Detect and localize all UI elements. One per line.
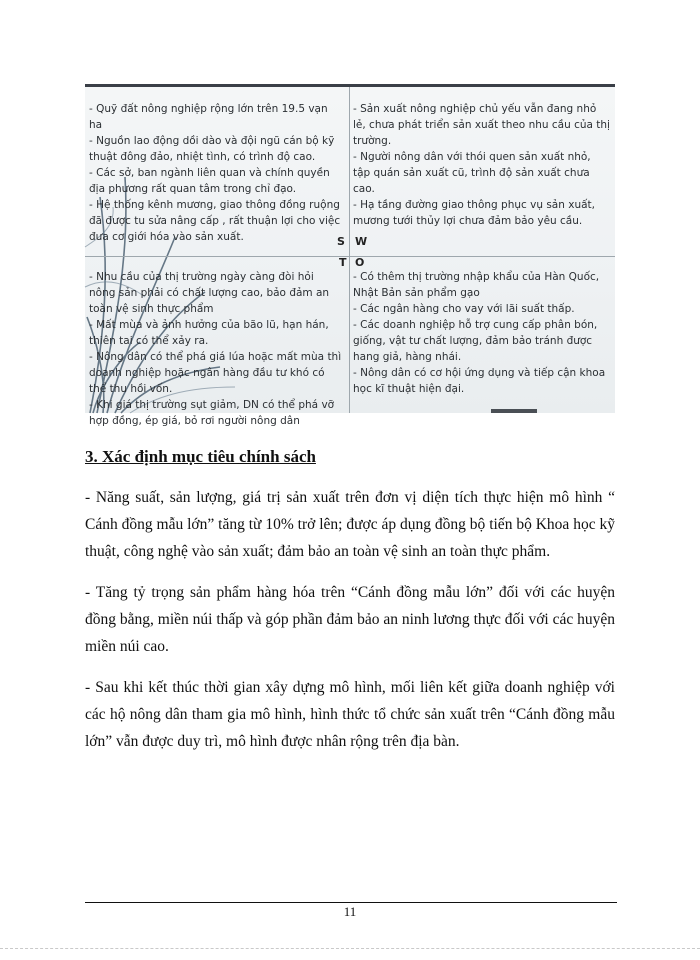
threat-item: - Nông dân có thể phá giá lúa hoặc mất mùa thì doanh nghiệp hoặc ngân hàng đầu tư khó có thể thu hồi vốn. <box>89 351 342 395</box>
section-heading: 3. Xác định mục tiêu chính sách <box>85 447 316 466</box>
threat-item: - Khi giá thị trường sụt giảm, DN có thể phá vỡ hợp đồng, ép giá, bỏ rơi người nông dân <box>89 399 335 427</box>
threat-item: - Mất mùa và ảnh hưởng của bão lũ, hạn hán, thiên tai có thể xảy ra. <box>89 319 329 347</box>
page-number: 11 <box>343 904 357 919</box>
opportunity-item: - Có thêm thị trường nhập khẩu của Hàn Quốc, Nhật Bản sản phẩm gạo <box>353 271 600 299</box>
threats-quadrant <box>89 269 343 429</box>
page-edge <box>0 948 700 949</box>
threat-item: - Nhu cầu của thị trường ngày càng đòi hỏi nông sản phải có chất lượng cao, bảo đảm an toàn vệ sinh thực phẩm <box>89 271 330 315</box>
swot-matrix <box>85 84 615 427</box>
opportunities-label: O <box>355 256 365 269</box>
vertical-divider <box>349 87 350 413</box>
opportunity-item: - Các ngân hàng cho vay với lãi suất thấp. <box>353 303 575 315</box>
weakness-item: - Sản xuất nông nghiệp chủ yếu vẫn đang nhỏ lẻ, chưa phát triển sản xuất theo nhu cầu của thị trường. <box>353 103 610 147</box>
opportunities-quadrant <box>353 269 611 397</box>
strength-item: - Hệ thống kênh mương, giao thông đồng ruộng đã được tu sửa nâng cấp , rất thuận lợi cho việc đưa cơ giới hóa vào sản xuất. <box>89 199 341 243</box>
dark-bar-decoration <box>491 409 537 413</box>
paragraph: - Tăng tỷ trọng sản phẩm hàng hóa trên “Cánh đồng mẫu lớn” đối với các huyện đồng bằng, miền núi thấp và góp phần đảm bảo an ninh lương thực đối với các huyện miền núi cao. <box>85 584 615 655</box>
horizontal-divider <box>85 256 615 257</box>
weakness-item: - Hạ tầng đường giao thông phục vụ sản xuất, mương tưới thủy lợi chưa đảm bảo yêu cầu. <box>353 199 595 227</box>
weaknesses-quadrant <box>353 101 611 229</box>
footer-rule <box>85 902 617 903</box>
strength-item: - Các sở, ban ngành liên quan và chính quyền địa phương rất quan tâm trong chỉ đạo. <box>89 167 330 195</box>
opportunity-item: - Nông dân có cơ hội ứng dụng và tiếp cận khoa học kĩ thuật hiện đại. <box>353 367 606 395</box>
strengths-label: S <box>337 235 345 248</box>
paragraph: - Sau khi kết thúc thời gian xây dựng mô hình, mối liên kết giữa doanh nghiệp với các hộ nông dân tham gia mô hình, hình thức tổ chức sản xuất trên “Cánh đồng mẫu lớn” vẫn được duy trì, mô hình được nhân rộng trên địa bàn. <box>85 679 615 750</box>
strength-item: - Nguồn lao động dồi dào và đội ngũ cán bộ kỹ thuật đông đảo, nhiệt tình, có trình độ cao. <box>89 135 335 163</box>
strength-item: - Quỹ đất nông nghiệp rộng lớn trên 19.5 vạn ha <box>89 103 328 131</box>
opportunity-item: - Các doanh nghiệp hỗ trợ cung cấp phân bón, giống, vật tư chất lượng, đảm bảo tránh được hang giả, hàng nhái. <box>353 319 598 363</box>
section-body <box>85 484 615 769</box>
threats-label: T <box>339 256 347 269</box>
weaknesses-label: W <box>355 235 368 248</box>
paragraph: - Năng suất, sản lượng, giá trị sản xuất trên đơn vị diện tích thực hiện mô hình “ Cánh đồng mẫu lớn” tăng từ 10% trở lên; được áp dụng đồng bộ tiến bộ Khoa học kỹ thuật, công nghệ vào sản xuất; đảm bảo an toàn vệ sinh an toàn thực phẩm. <box>85 489 615 560</box>
strengths-quadrant <box>89 101 343 245</box>
weakness-item: - Người nông dân với thói quen sản xuất nhỏ, tập quán sản xuất cũ, trình độ sản xuất chưa cao. <box>353 151 591 195</box>
